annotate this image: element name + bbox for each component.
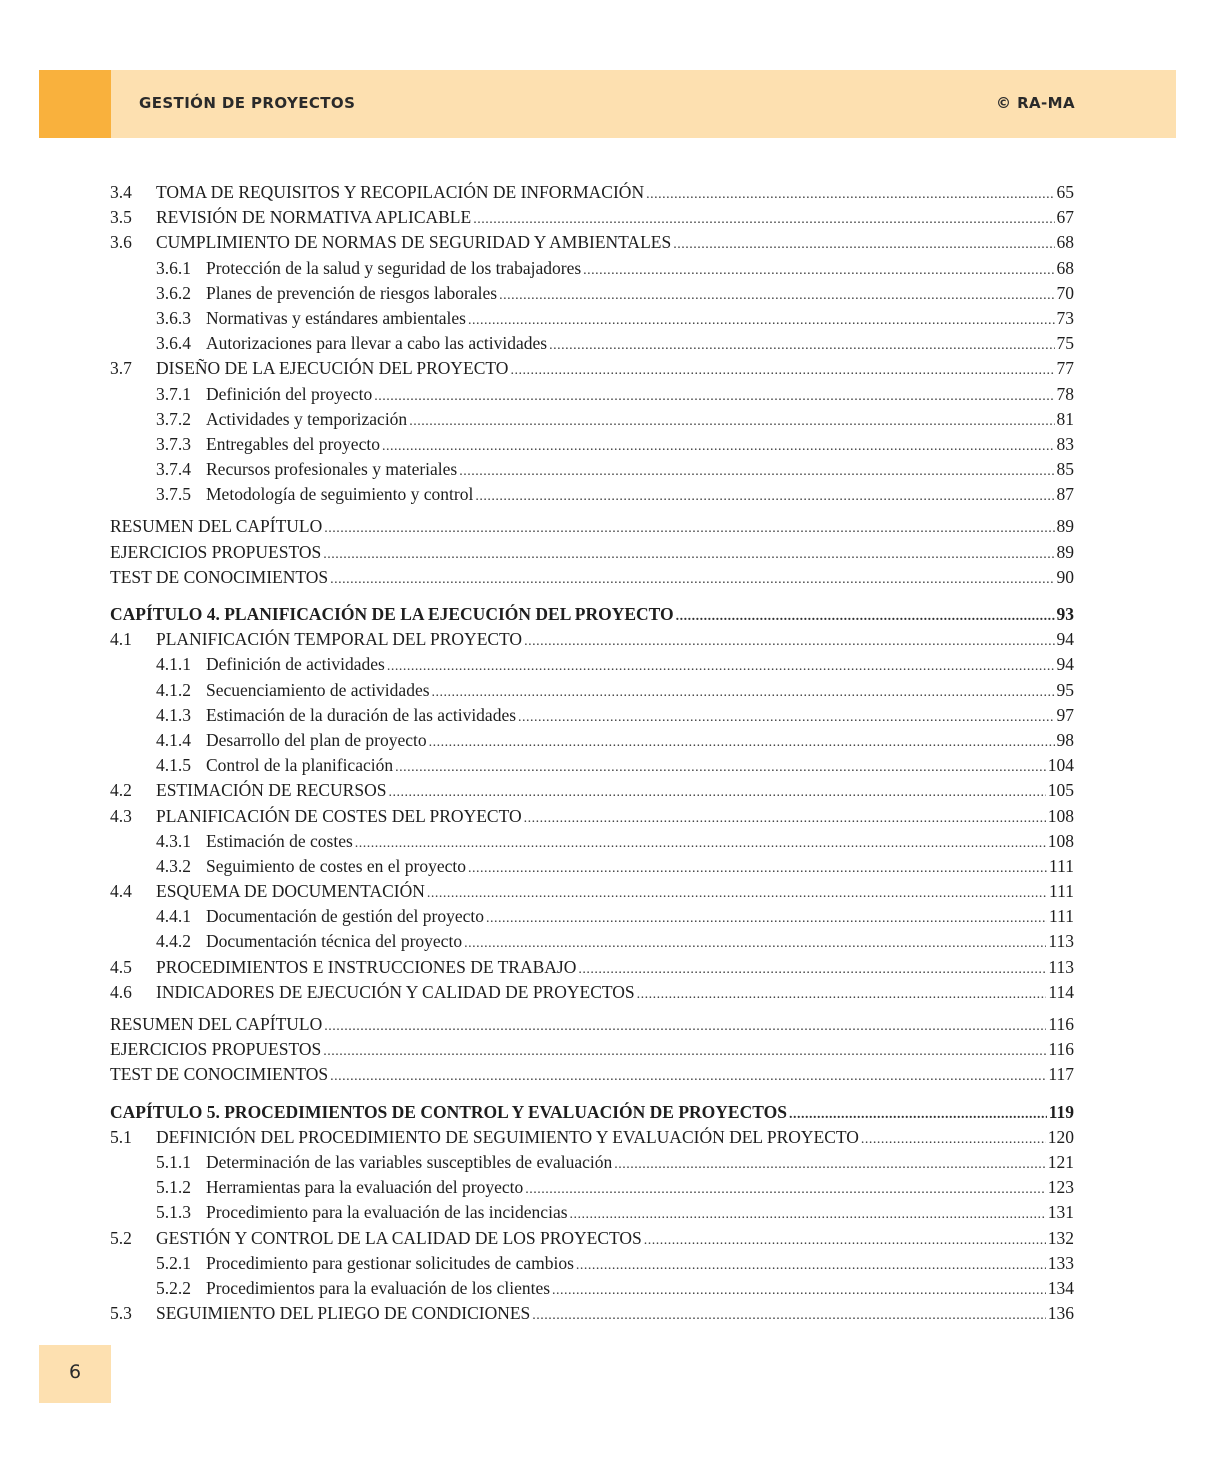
- toc-entry-number: 3.4: [110, 182, 132, 202]
- toc-entry: [110, 980, 1074, 1005]
- toc-entry-number: 3.7.5: [156, 484, 191, 505]
- header-accent-tab: [39, 70, 111, 138]
- toc-entry-number: 3.7.4: [156, 459, 191, 480]
- toc-dot-leader: [432, 680, 1055, 705]
- toc-entry: [110, 854, 1074, 879]
- toc-dot-leader: [861, 1127, 1046, 1152]
- toc-dot-leader: [524, 629, 1054, 654]
- toc-entry-number: 5.2.2: [156, 1277, 191, 1298]
- toc-entry-page: 111: [1049, 881, 1074, 902]
- toc-entry-page: 111: [1049, 855, 1074, 876]
- toc-entry: [110, 1226, 1074, 1251]
- toc-dot-leader: [324, 1014, 1046, 1039]
- book-title: GESTIÓN DE PROYECTOS: [139, 94, 356, 112]
- toc-dot-leader: [459, 459, 1054, 484]
- toc-entry-number: 5.1: [110, 1126, 132, 1147]
- toc-entry-label: TOMA DE REQUISITOS Y RECOPILACIÓN DE INFORMACIÓN: [156, 182, 645, 202]
- toc-entry: [110, 432, 1074, 457]
- toc-entry: [110, 1037, 1074, 1062]
- toc-entry: [110, 778, 1074, 803]
- toc-entry-number: 3.6.3: [156, 307, 191, 328]
- toc-dot-leader: [510, 358, 1054, 383]
- toc-entry-number: 4.3: [110, 805, 132, 826]
- toc-entry-page: 98: [1056, 729, 1074, 750]
- toc-entry: [110, 1062, 1074, 1087]
- toc-dot-leader: [614, 1152, 1046, 1177]
- toc-dot-leader: [499, 283, 1054, 308]
- toc-entry-label: CAPÍTULO 5. PROCEDIMIENTOS DE CONTROL Y EVALUACIÓN DE PROYECTOS: [110, 1101, 787, 1122]
- toc-dot-leader: [552, 1278, 1046, 1303]
- toc-entry: [110, 753, 1074, 778]
- toc-dot-leader: [468, 308, 1055, 333]
- toc-entry: [110, 230, 1074, 255]
- toc-entry: [110, 306, 1074, 331]
- toc-entry-page: 90: [1056, 566, 1074, 587]
- table-of-contents: [110, 180, 1074, 1326]
- toc-entry-label: DEFINICIÓN DEL PROCEDIMIENTO DE SEGUIMIENTO Y EVALUACIÓN DEL PROYECTO: [156, 1126, 859, 1147]
- toc-chapter-entry: [110, 602, 1074, 627]
- toc-dot-leader: [387, 654, 1055, 679]
- toc-entry-label: EJERCICIOS PROPUESTOS: [110, 1039, 322, 1060]
- toc-entry-label: PLANIFICACIÓN DE COSTES DEL PROYECTO: [156, 805, 522, 826]
- toc-entry: [110, 514, 1074, 539]
- toc-dot-leader: [374, 384, 1054, 409]
- toc-entry-label: Herramientas para la evaluación del proyecto: [206, 1177, 524, 1198]
- toc-dot-leader: [518, 705, 1054, 730]
- page-footer: [39, 1345, 111, 1403]
- toc-entry-label: EJERCICIOS PROPUESTOS: [110, 541, 322, 562]
- toc-dot-leader: [673, 232, 1054, 257]
- toc-entry-page: 97: [1056, 704, 1074, 725]
- toc-entry-label: Planes de prevención de riesgos laborales: [206, 282, 498, 303]
- toc-entry-label: Recursos profesionales y materiales: [206, 459, 458, 480]
- toc-entry-page: 121: [1047, 1151, 1074, 1172]
- toc-entry: [110, 1200, 1074, 1225]
- toc-entry-label: Normativas y estándares ambientales: [206, 307, 466, 328]
- toc-entry: [110, 1301, 1074, 1326]
- toc-entry-page: 75: [1056, 333, 1074, 354]
- toc-entry: [110, 879, 1074, 904]
- toc-dot-leader: [429, 730, 1055, 755]
- toc-entry: [110, 331, 1074, 356]
- toc-dot-leader: [676, 604, 1055, 629]
- toc-entry: [110, 703, 1074, 728]
- toc-entry-label: GESTIÓN Y CONTROL DE LA CALIDAD DE LOS PROYECTOS: [156, 1227, 642, 1248]
- toc-entry-number: 3.7: [110, 358, 132, 379]
- toc-entry-number: 5.2.1: [156, 1252, 191, 1273]
- toc-entry-label: RESUMEN DEL CAPÍTULO: [110, 1014, 323, 1034]
- toc-dot-leader: [323, 1039, 1046, 1064]
- toc-entry: [110, 540, 1074, 565]
- toc-entry: [110, 180, 1074, 205]
- toc-dot-leader: [395, 755, 1046, 780]
- toc-entry-page: 94: [1056, 629, 1074, 650]
- toc-entry: [110, 804, 1074, 829]
- toc-entry-page: 116: [1048, 1039, 1074, 1060]
- toc-entry-label: DISEÑO DE LA EJECUCIÓN DEL PROYECTO: [156, 358, 509, 379]
- toc-entry-label: Definición de actividades: [206, 654, 385, 675]
- toc-entry-label: ESTIMACIÓN DE RECURSOS: [156, 780, 387, 801]
- toc-entry-number: 4.6: [110, 981, 132, 1002]
- toc-entry-label: Autorizaciones para llevar a cabo las actividades: [206, 333, 548, 354]
- toc-entry-number: 4.1.3: [156, 704, 191, 725]
- toc-dot-leader: [409, 409, 1054, 434]
- toc-dot-leader: [468, 856, 1047, 881]
- toc-dot-leader: [475, 484, 1054, 509]
- toc-chapter-entry: [110, 1100, 1074, 1125]
- toc-entry-number: 5.2: [110, 1227, 132, 1248]
- toc-dot-leader: [355, 831, 1046, 856]
- toc-entry-label: RESUMEN DEL CAPÍTULO: [110, 516, 323, 537]
- toc-entry-page: 95: [1056, 679, 1074, 700]
- toc-dot-leader: [532, 1303, 1045, 1328]
- toc-entry-page: 105: [1047, 780, 1074, 801]
- toc-dot-leader: [323, 542, 1054, 567]
- toc-entry-number: 3.7.3: [156, 433, 191, 454]
- toc-entry-page: 120: [1047, 1126, 1074, 1147]
- toc-entry: [110, 1012, 1074, 1037]
- toc-entry-page: 93: [1056, 604, 1074, 624]
- toc-entry-label: TEST DE CONOCIMIENTOS: [110, 566, 329, 587]
- toc-entry: [110, 1175, 1074, 1200]
- toc-entry: [110, 205, 1074, 230]
- toc-entry: [110, 1276, 1074, 1301]
- toc-entry-label: SEGUIMIENTO DEL PLIEGO DE CONDICIONES: [156, 1303, 531, 1324]
- toc-entry: [110, 1150, 1074, 1175]
- toc-entry-page: 70: [1056, 282, 1074, 303]
- toc-entry: [110, 904, 1074, 929]
- toc-entry-number: 4.1.4: [156, 729, 191, 750]
- toc-entry-label: TEST DE CONOCIMIENTOS: [110, 1064, 329, 1085]
- toc-entry-page: 77: [1056, 358, 1074, 379]
- toc-entry-page: 133: [1047, 1252, 1074, 1273]
- toc-entry-number: 3.7.2: [156, 408, 191, 429]
- toc-entry-number: 3.6.2: [156, 282, 191, 303]
- toc-entry: [110, 1125, 1074, 1150]
- toc-entry-number: 4.5: [110, 956, 132, 977]
- toc-dot-leader: [324, 516, 1054, 541]
- toc-entry-number: 4.1.2: [156, 679, 191, 700]
- toc-dot-leader: [576, 1253, 1046, 1278]
- toc-entry-label: Entregables del proyecto: [206, 433, 380, 454]
- toc-entry-number: 4.4.1: [156, 906, 191, 927]
- toc-entry-number: 3.6.4: [156, 333, 191, 354]
- toc-entry-label: Definición del proyecto: [206, 383, 373, 404]
- toc-entry-number: 3.7.1: [156, 383, 191, 404]
- toc-dot-leader: [578, 957, 1046, 982]
- toc-dot-leader: [525, 1177, 1045, 1202]
- toc-entry-number: 5.1.1: [156, 1151, 191, 1172]
- toc-entry-label: Documentación técnica del proyecto: [206, 931, 463, 952]
- toc-entry-number: 3.6.1: [156, 257, 191, 278]
- toc-entry-page: 83: [1056, 433, 1074, 454]
- toc-entry: [110, 678, 1074, 703]
- toc-entry: [110, 407, 1074, 432]
- toc-entry-page: 89: [1056, 541, 1074, 562]
- toc-entry-number: 3.5: [110, 207, 132, 228]
- toc-entry: [110, 955, 1074, 980]
- toc-entry-label: Procedimiento para gestionar solicitudes de cambios: [206, 1252, 574, 1273]
- toc-entry-label: PROCEDIMIENTOS E INSTRUCCIONES DE TRABAJO: [156, 956, 577, 977]
- toc-entry: [110, 382, 1074, 407]
- toc-entry-label: PLANIFICACIÓN TEMPORAL DEL PROYECTO: [156, 629, 523, 650]
- toc-dot-leader: [789, 1102, 1047, 1127]
- toc-entry-label: Documentación de gestión del proyecto: [206, 906, 484, 927]
- toc-entry: [110, 356, 1074, 381]
- toc-entry-page: 87: [1056, 484, 1074, 505]
- toc-entry-number: 4.2: [110, 780, 132, 801]
- toc-entry-page: 114: [1048, 981, 1074, 1002]
- toc-dot-leader: [330, 1064, 1046, 1089]
- toc-dot-leader: [637, 982, 1047, 1007]
- toc-entry-page: 134: [1047, 1277, 1074, 1298]
- toc-dot-leader: [382, 434, 1055, 459]
- toc-dot-leader: [570, 1202, 1046, 1227]
- toc-entry-page: 68: [1056, 257, 1074, 278]
- toc-dot-leader: [646, 182, 1054, 207]
- toc-dot-leader: [473, 207, 1054, 232]
- toc-entry-page: 104: [1047, 755, 1074, 776]
- toc-entry-page: 89: [1056, 516, 1074, 537]
- toc-entry-page: 111: [1049, 906, 1074, 927]
- toc-entry: [110, 627, 1074, 652]
- toc-entry-label: Control de la planificación: [206, 755, 394, 776]
- toc-entry: [110, 1251, 1074, 1276]
- toc-entry: [110, 728, 1074, 753]
- toc-entry-page: 123: [1047, 1177, 1074, 1198]
- toc-entry-label: Estimación de la duración de las actividades: [206, 704, 517, 725]
- toc-entry-page: 131: [1047, 1202, 1074, 1223]
- toc-entry: [110, 929, 1074, 954]
- toc-entry: [110, 457, 1074, 482]
- toc-entry-number: 4.3.1: [156, 830, 191, 851]
- publisher-label: © RA-MA: [996, 94, 1075, 112]
- toc-dot-leader: [427, 881, 1047, 906]
- toc-entry-page: 68: [1056, 232, 1074, 253]
- toc-entry-number: 5.1.2: [156, 1177, 191, 1198]
- page-number: 6: [68, 1361, 82, 1383]
- toc-entry-number: 4.1.1: [156, 654, 191, 675]
- toc-entry-number: 5.3: [110, 1303, 132, 1324]
- page-header: [39, 70, 1176, 138]
- toc-dot-leader: [549, 333, 1054, 358]
- toc-entry-number: 4.1.5: [156, 755, 191, 776]
- toc-entry-label: Desarrollo del plan de proyecto: [206, 729, 427, 750]
- toc-entry-page: 113: [1048, 956, 1074, 977]
- toc-dot-leader: [524, 806, 1046, 831]
- toc-entry-page: 94: [1056, 654, 1074, 675]
- toc-entry-number: 5.1.3: [156, 1202, 191, 1223]
- toc-entry-number: 3.6: [110, 232, 132, 253]
- toc-entry-label: ESQUEMA DE DOCUMENTACIÓN: [156, 881, 425, 902]
- toc-entry-number: 4.4: [110, 881, 132, 902]
- toc-entry-page: 117: [1048, 1064, 1074, 1085]
- toc-entry: [110, 281, 1074, 306]
- toc-dot-leader: [330, 567, 1054, 592]
- toc-entry-label: Determinación de las variables susceptibles de evaluación: [206, 1151, 613, 1172]
- toc-entry: [110, 829, 1074, 854]
- toc-entry-label: Estimación de costes: [206, 830, 353, 851]
- toc-entry-page: 113: [1048, 931, 1074, 952]
- toc-entry-label: Seguimiento de costes en el proyecto: [206, 855, 466, 876]
- toc-entry: [110, 256, 1074, 281]
- toc-entry-number: 4.1: [110, 629, 132, 650]
- toc-entry-page: 108: [1047, 805, 1074, 826]
- toc-entry-label: Procedimientos para la evaluación de los clientes: [206, 1277, 551, 1298]
- toc-dot-leader: [464, 931, 1046, 956]
- toc-entry-page: 85: [1056, 459, 1074, 480]
- toc-entry-label: Actividades y temporización: [206, 408, 408, 429]
- toc-dot-leader: [486, 906, 1047, 931]
- toc-entry: [110, 482, 1074, 507]
- toc-entry-page: 78: [1056, 383, 1074, 404]
- toc-entry-number: 4.3.2: [156, 855, 191, 876]
- toc-entry-number: 4.4.2: [156, 931, 191, 952]
- toc-entry-label: INDICADORES DE EJECUCIÓN Y CALIDAD DE PROYECTOS: [156, 981, 635, 1002]
- toc-entry-label: CAPÍTULO 4. PLANIFICACIÓN DE LA EJECUCIÓN DEL PROYECTO: [110, 604, 674, 624]
- toc-entry-page: 132: [1047, 1227, 1074, 1248]
- toc-entry-page: 67: [1056, 207, 1074, 228]
- toc-entry-page: 119: [1048, 1101, 1074, 1122]
- toc-entry-page: 65: [1056, 182, 1074, 202]
- toc-entry-label: Metodología de seguimiento y control: [206, 484, 474, 505]
- toc-entry-label: Protección de la salud y seguridad de los trabajadores: [206, 257, 582, 278]
- toc-dot-leader: [388, 780, 1045, 805]
- toc-entry-page: 73: [1056, 307, 1074, 328]
- toc-entry-page: 108: [1047, 830, 1074, 851]
- toc-entry-page: 81: [1056, 408, 1074, 429]
- toc-entry-label: Procedimiento para la evaluación de las incidencias: [206, 1202, 568, 1223]
- toc-entry-page: 136: [1047, 1303, 1074, 1324]
- toc-dot-leader: [644, 1228, 1046, 1253]
- toc-entry-page: 116: [1048, 1014, 1074, 1034]
- toc-entry-label: REVISIÓN DE NORMATIVA APLICABLE: [156, 207, 472, 228]
- toc-entry-label: CUMPLIMIENTO DE NORMAS DE SEGURIDAD Y AMBIENTALES: [156, 232, 672, 253]
- toc-entry-label: Secuenciamiento de actividades: [206, 679, 430, 700]
- toc-dot-leader: [583, 258, 1054, 283]
- toc-entry: [110, 652, 1074, 677]
- toc-entry: [110, 565, 1074, 590]
